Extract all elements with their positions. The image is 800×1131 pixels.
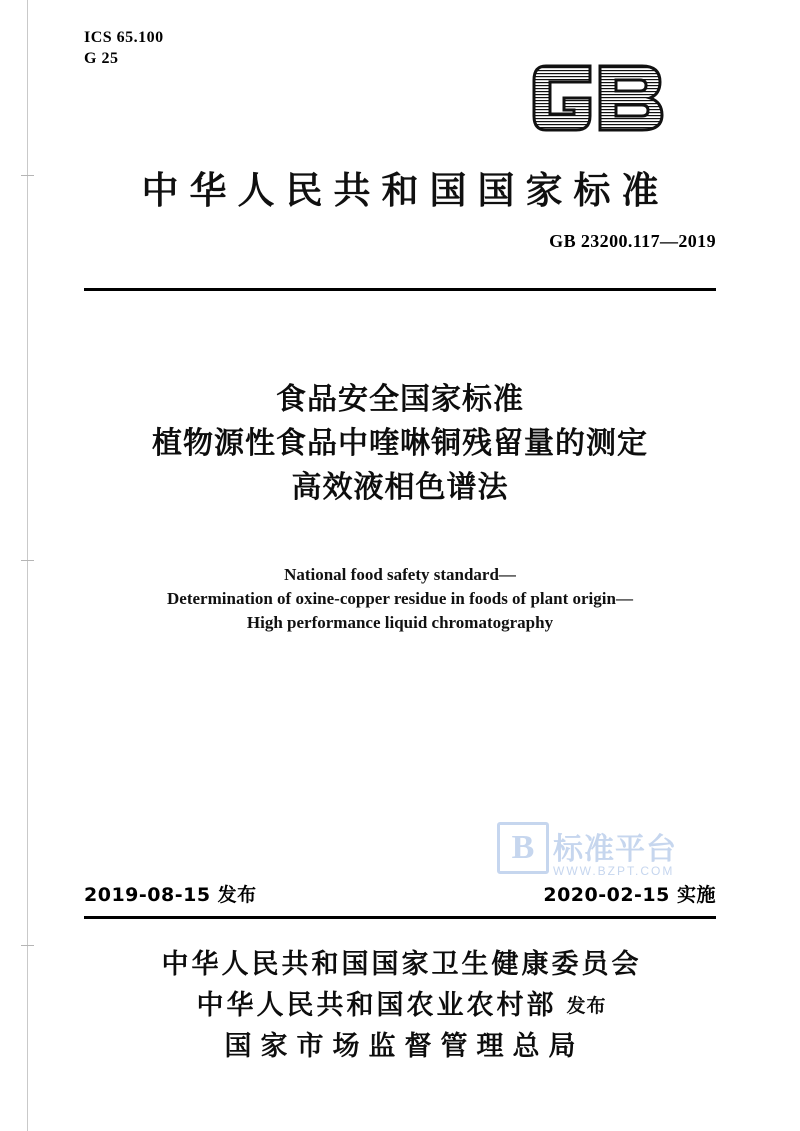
watermark-url: WWW.BZPT.COM — [553, 864, 675, 878]
english-title-line-2: Determination of oxine-copper residue in foods of plant origin— — [167, 589, 633, 608]
issuer-row-2 — [193, 990, 607, 1021]
issue-label: 发布 — [566, 995, 607, 1017]
implementation-date: 2020-02-15 实施 — [543, 884, 716, 906]
chinese-title-line-3: 高效液相色谱法 — [291, 470, 509, 505]
ics-classification — [84, 27, 164, 69]
issuer-2: 中华人民共和国农业农村部 — [196, 990, 557, 1021]
standard-number: GB 23200.117—2019 — [549, 231, 716, 251]
chinese-title-line-1: 食品安全国家标准 — [276, 382, 524, 417]
english-title-block — [0, 563, 800, 635]
issuer-1: 中华人民共和国国家卫生健康委员会 — [161, 949, 642, 980]
divider-bottom — [84, 916, 716, 919]
gb-logo-icon — [530, 58, 690, 138]
english-title-line-1: National food safety standard— — [284, 565, 516, 584]
chinese-title-line-2: 植物源性食品中喹啉铜残留量的测定 — [152, 426, 648, 461]
ccs-code: G 25 — [84, 50, 119, 67]
chinese-title-block — [0, 378, 800, 510]
issuer-3: 国家市场监督管理总局 — [224, 1031, 585, 1062]
issue-date: 2019-08-15 发布 — [84, 884, 257, 906]
watermark-name: 标准平台 — [553, 832, 677, 867]
issuing-authorities — [0, 944, 800, 1067]
english-title-line-3: High performance liquid chromatography — [246, 613, 554, 632]
ics-code: ICS 65.100 — [84, 29, 164, 46]
margin-tick — [21, 560, 34, 561]
page-title: 中华人民共和国国家标准 — [141, 169, 670, 212]
divider-top — [84, 288, 716, 291]
watermark-logo-icon: B — [497, 822, 549, 874]
